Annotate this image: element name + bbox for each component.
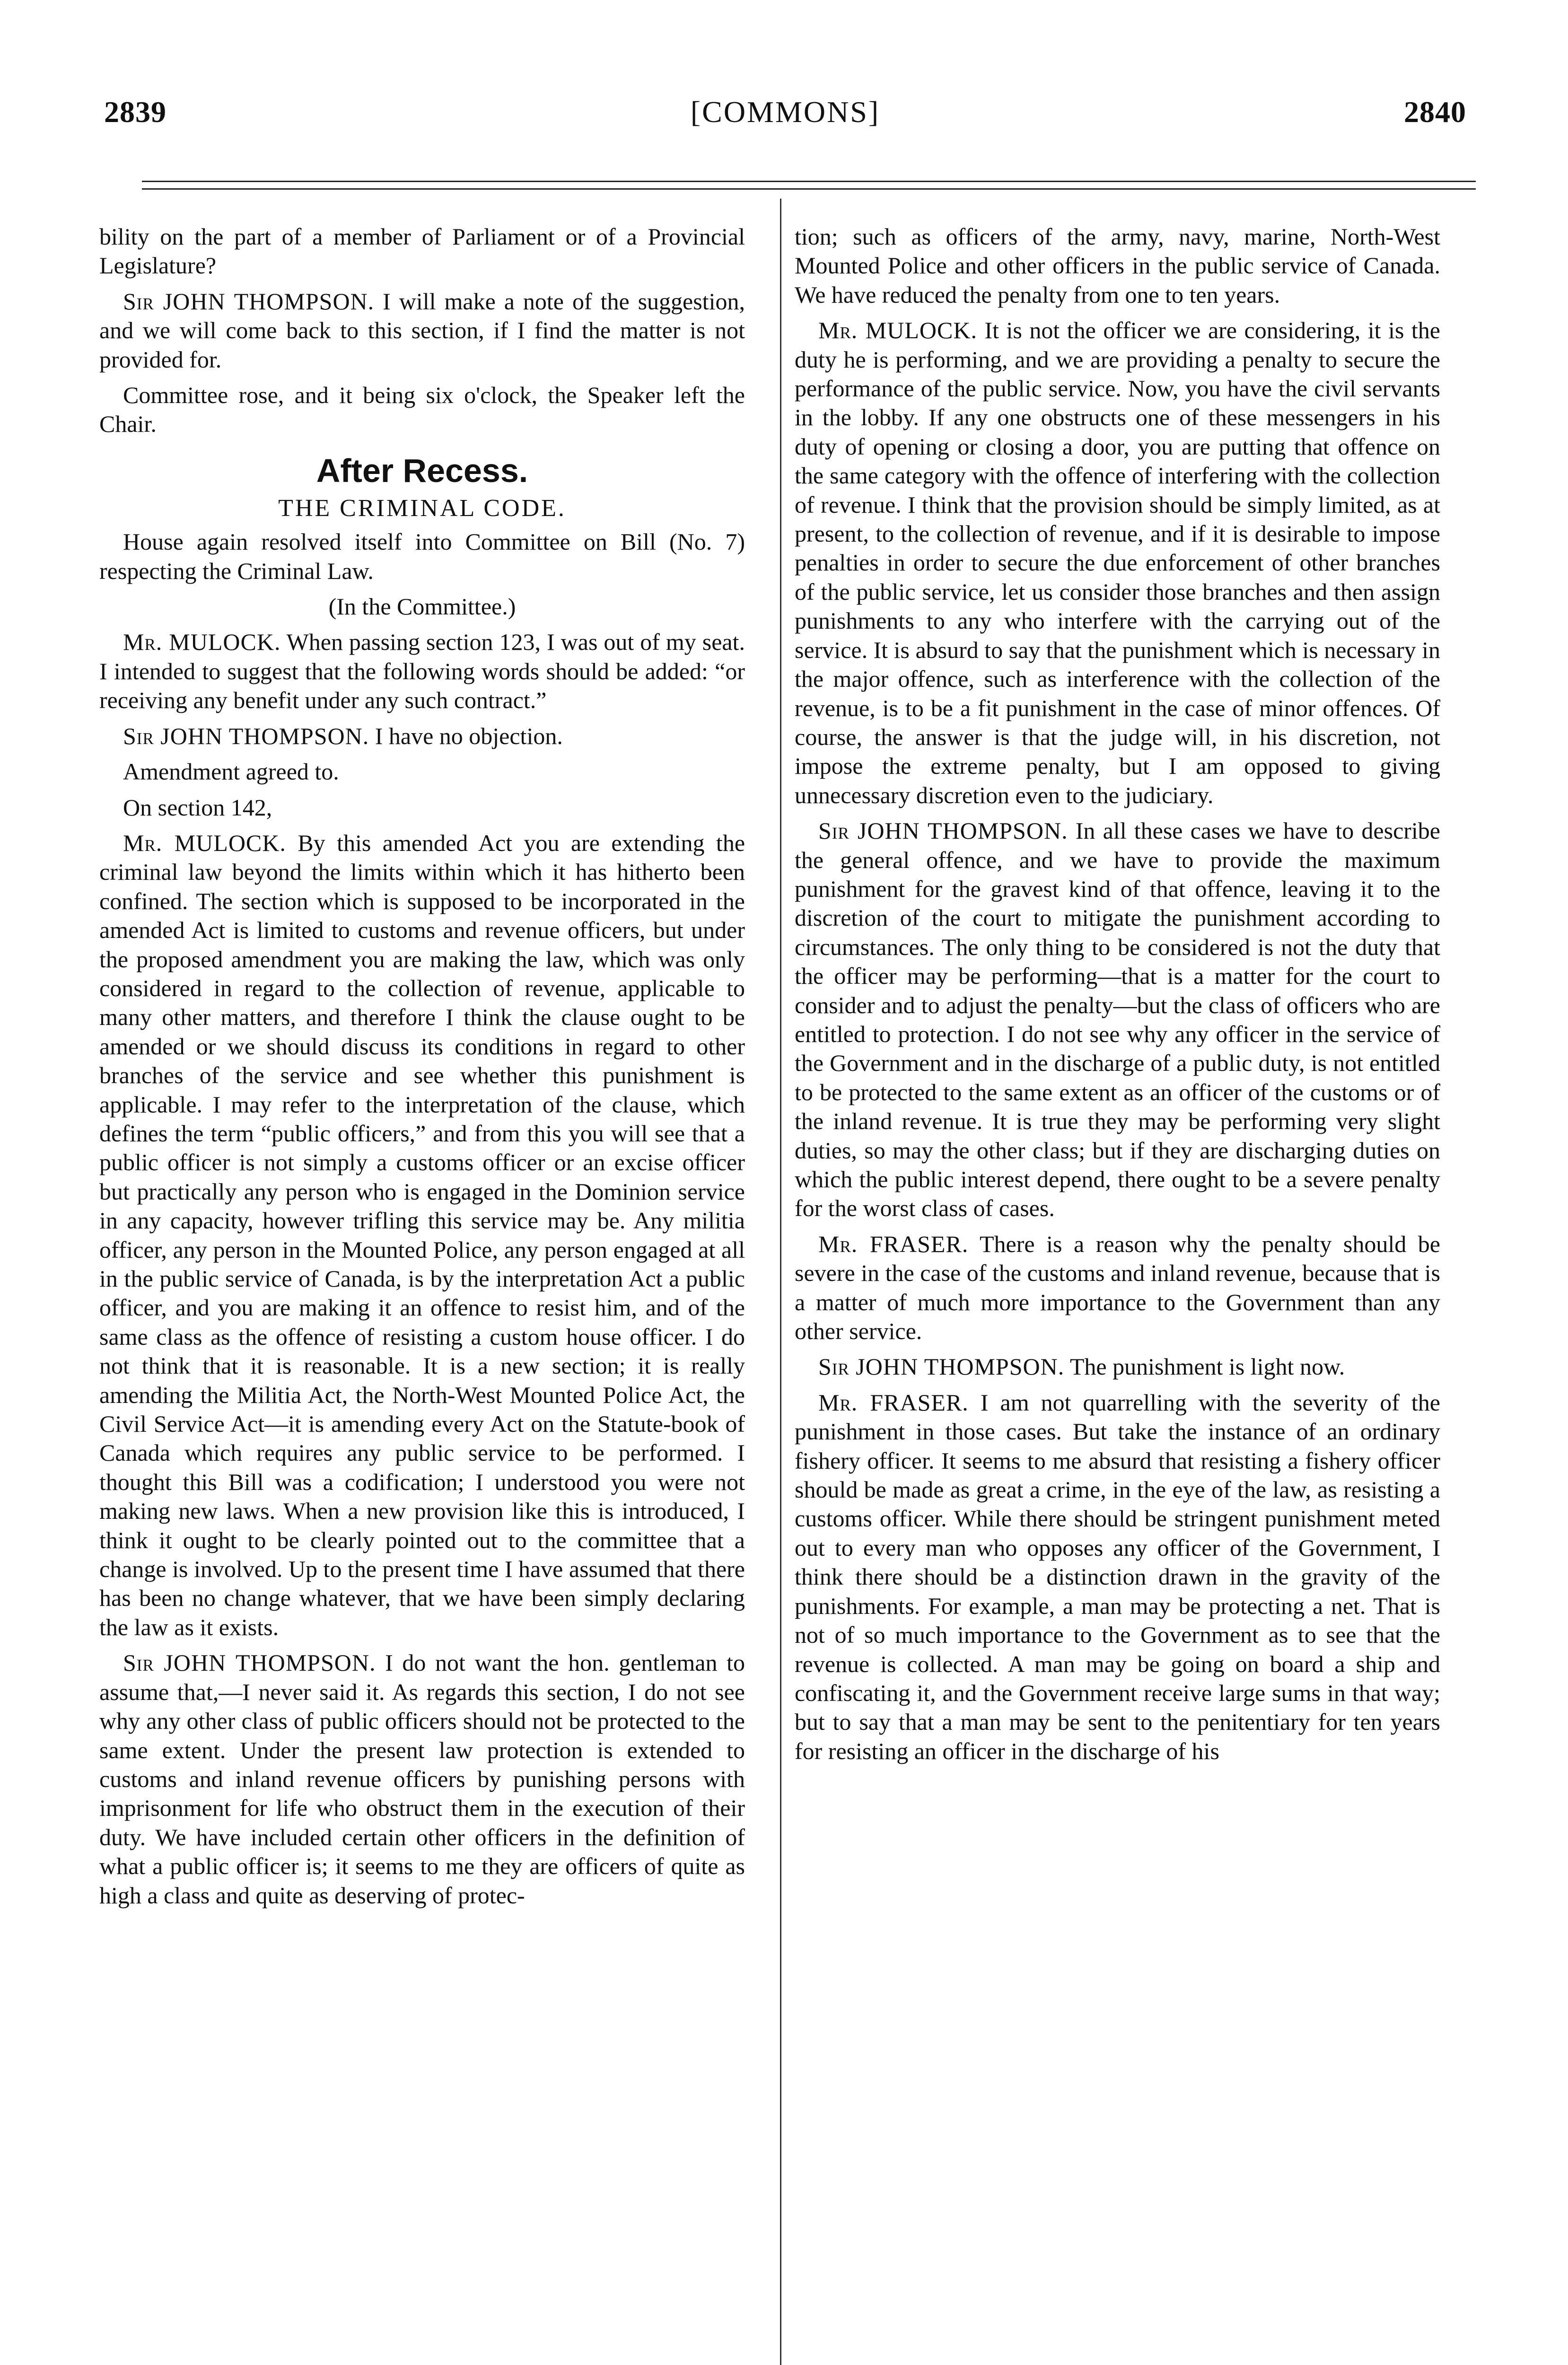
subsection-heading: THE CRIMINAL CODE. [278,494,566,522]
speaker-name: Sir JOHN THOMPSON. [123,1649,376,1676]
paragraph [795,816,1440,1223]
speaker-name: Mr. FRASER. [818,1230,969,1257]
running-title: [COMMONS] [690,95,880,129]
page-number-right: 2840 [1404,95,1466,129]
speech-text: When passing section 123, I was out of my seat. I intended to suggest that the following words should be added: “or receiving any benefit under any such contract.” [99,629,745,714]
speaker-name: Sir JOHN THOMPSON. [123,288,375,315]
speech-text: I do not want the hon. gentleman to assume that,—I never said it. As regards this section, I do not see why any other class of public officers should not be protected to the same extent. Under the present law protection is extended to customs and inland revenue officers by punishing persons with imprisonment for life who obstruct them in the execution of their duty. We have included certain other officers in the definition of what a public officer is; it seems to me they are officers of quite as high a class and quite as deserving of protec- [99,1649,745,1909]
paragraph [99,628,745,715]
speech-text: I will make a note of the suggestion, and we will come back to this section, if I find the matter is not provided for. [99,288,745,373]
speaker-name: Mr. MULOCK. [123,829,286,856]
speaker-name: Mr. FRASER. [818,1389,969,1416]
paragraph [99,722,745,751]
procedural-note: (In the Committee.) [328,593,516,620]
speech-text: By this amended Act you are extending the criminal law beyond the limits within which it has hitherto been confined. The section which is supposed to be incorporated in the amended Act is limited to customs and revenue officers, but under the proposed amendment you are making the law, which was only considered in regard to the collection of revenue, applicable to many other matters, and therefore I think the clause ought to be amended or we should discuss its conditions in regard to other branches of the service and see whether this punishment is applicable. I may refer to the interpretation of the clause, which defines the term “public officers,” and from this you will see that a public officer is not simply a customs officer or an excise officer but practically any person who is engaged in the Dominion service in any capacity, however trifling this service may be. Any militia officer, any person in the Mounted Police, any person engaged at all in the public service of Canada, is by the interpretation Act a public officer, and you are making it an offence to resist him, and of the same class as the offence of resisting a custom house officer. I do not think that it is reasonable. It is a new section; it is really amending the Militia Act, the North-West Mounted Police Act, the Civil Service Act—it is amending every Act on the Statute-book of Canada which requires any public service to be performed. I thought this Bill was a codification; I understood you were not making new laws. When a new provision like this is introduced, I think it ought to be clearly pointed out to the committee that a change is involved. Up to the present time I have assumed that there has been no change whatever, that we have been simply declaring the law as it exists. [99,829,745,1640]
speech-text: The punishment is light now. [1069,1353,1345,1380]
section-heading: After Recess. [316,452,528,489]
speaker-name: Mr. MULOCK. [123,629,281,656]
speaker-name: Sir JOHN THOMPSON. [123,722,369,749]
header-rule-top [142,181,1476,182]
left-column [99,222,745,2365]
page-header [104,95,1466,147]
speech-text: I am not quarrelling with the severity of the punishment in those cases. But take the instance of an ordinary fishery officer. It seems to me absurd that resisting a fishery officer should be made as great a crime, in the eye of the law, as resisting a customs officer. While there should be stringent punishment meted out to every man who opposes any officer of the Government, I think there should be a distinction drawn in the gravity of the punishments. For example, a man may be protecting a net. That is not of so much importance to the Government as to see that the revenue is collected. A man may be going on board a ship and confiscating it, and the Government receive large sums in that way; but to say that a man may be sent to the penitentiary for ten years for resisting an officer in the discharge of his [795,1389,1440,1764]
paragraph [99,1648,745,1910]
speech-text: It is not the officer we are considering, it is the duty he is performing, and we are providing a penalty to secure the performance of the public service. Now, you have the civil servants in the lobby. If any one obstructs one of these messengers in his duty of opening or closing a door, you are putting that offence on the same category with the offence of interfering with the collection of revenue. I think that the provision should be simply limited, as at present, to the collection of revenue, and if it is desirable to impose penalties in order to secure the due enforcement of other branches of the public service, let us consider those branches and then assign punishments to any who interfere with the carrying out of the service. It is absurd to say that the punishment which is necessary in the major offence, such as interference with the collection of the revenue, is to be a fit punishment in the case of minor offences. Of course, the answer is that the judge will, in his discretion, not impose the extreme penalty, but I am opposed to giving unnecessary discretion even to the judiciary. [795,317,1440,808]
paragraph [795,316,1440,810]
speaker-name: Mr. MULOCK. [818,317,977,344]
paragraph [795,1388,1440,1766]
speech-text: I have no objection. [375,722,563,749]
page-number-left: 2839 [104,95,166,129]
header-rule-bottom [142,188,1476,190]
speaker-name: Sir JOHN THOMPSON. [818,1353,1065,1380]
paragraph [99,287,745,374]
paragraph [795,1352,1440,1381]
right-column [795,222,1440,2365]
paragraph [99,829,745,1642]
speech-text: There is a reason why the penalty should be severe in the case of the customs and inland revenue, because that is a matter of much more importance to the Government than any other service. [795,1230,1440,1345]
paragraph: Amendment agreed to. [123,758,339,785]
column-divider [780,199,781,2365]
paragraph: Committee rose, and it being six o'clock, the Speaker left the Chair. [99,382,745,438]
paragraph: House again resolved itself into Committee on Bill (No. 7) respecting the Criminal Law. [99,528,745,584]
paragraph: On section 142, [123,794,272,821]
paragraph [795,1230,1440,1346]
speaker-name: Sir JOHN THOMPSON. [818,817,1068,844]
paragraph: tion; such as officers of the army, navy, marine, North-West Mounted Police and other officers in the public service of Canada. We have reduced the penalty from one to ten years. [795,223,1440,308]
speech-text: In all these cases we have to describe the general offence, and we have to provide the maximum punishment for the gravest kind of that offence, leaving it to the discretion of the court to mitigate the punishment according to circumstances. The only thing to be considered is not the duty that the officer may be performing—that is a matter for the court to consider and to adjust the penalty—but the class of officers who are entitled to protection. I do not see why any officer in the service of the Government and in the discharge of a public duty, is not entitled to be protected to the same extent as an officer of the customs or of the inland revenue. It is true they may be performing very slight duties, so may the other class; but if they are discharging duties on which the public interest depend, there ought to be a severe penalty for the worst class of cases. [795,817,1440,1222]
paragraph: bility on the part of a member of Parliament or of a Provincial Legislature? [99,223,745,279]
